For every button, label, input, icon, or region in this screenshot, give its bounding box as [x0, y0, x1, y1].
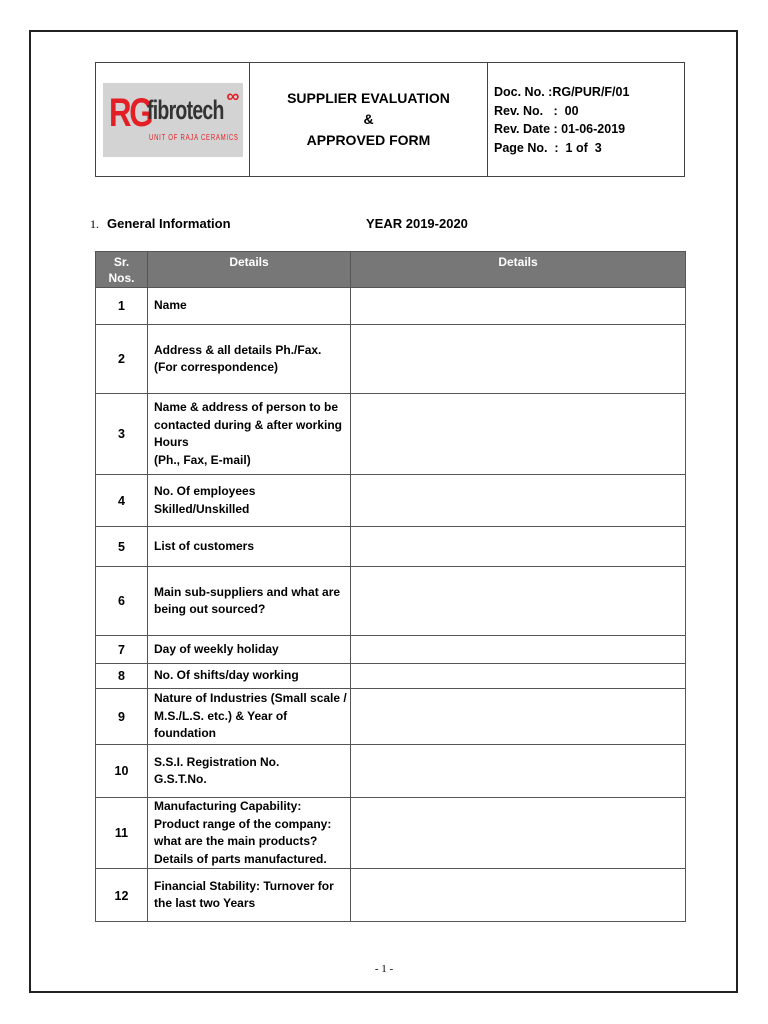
row-serial-number: 2: [96, 325, 148, 394]
detail-line: Nature of Industries (Small scale /: [154, 691, 347, 706]
detail-line: Skilled/Unskilled: [154, 501, 250, 516]
row-serial-number: 7: [96, 636, 148, 664]
table-row: [96, 325, 686, 394]
detail-line: S.S.I. Registration No.: [154, 754, 280, 769]
detail-line: Main sub-suppliers and what are: [154, 584, 341, 599]
rev-number: Rev. No. : 00: [494, 103, 579, 118]
row-detail-label: [148, 325, 351, 394]
logo-name-text: fibrotech: [146, 94, 224, 125]
detail-line: List of customers: [154, 538, 255, 553]
detail-line: Details of parts manufactured.: [154, 851, 327, 866]
row-value-field[interactable]: [351, 745, 686, 798]
header-sr-nos: Sr. Nos.: [96, 252, 148, 288]
row-value-field[interactable]: [351, 288, 686, 325]
row-detail-label: [148, 745, 351, 798]
header-details-2: Details: [351, 252, 686, 288]
table-row: [96, 869, 686, 922]
logo-rg-text: RG: [108, 90, 151, 135]
detail-line: Day of weekly holiday: [154, 641, 279, 656]
table-row: [96, 636, 686, 664]
row-value-field[interactable]: [351, 567, 686, 636]
row-serial-number: 9: [96, 689, 148, 745]
row-serial-number: 4: [96, 475, 148, 527]
rev-date: Rev. Date : 01-06-2019: [494, 122, 626, 136]
detail-line: No. Of employees: [154, 484, 256, 498]
row-serial-number: 8: [96, 664, 148, 689]
detail-line: M.S./L.S. etc.) & Year of: [154, 708, 288, 723]
page-number: Page No. : 1 of 3: [494, 140, 602, 155]
table-row: [96, 567, 686, 636]
infinity-icon: ∞: [226, 85, 240, 106]
detail-line: Name: [154, 298, 187, 313]
section-heading: [90, 216, 231, 232]
row-value-field[interactable]: [351, 869, 686, 922]
row-detail-label: [148, 475, 351, 527]
row-detail-label: [148, 288, 351, 325]
detail-line: contacted during & after working: [154, 417, 343, 432]
title-line-3: APPROVED FORM: [306, 132, 431, 148]
table-row: [96, 394, 686, 475]
page-footer: - 1 -: [374, 963, 394, 975]
doc-info: [488, 63, 684, 176]
detail-line: foundation: [154, 726, 216, 741]
detail-line: Financial Stability: Turnover for: [154, 878, 334, 893]
table-row: [96, 664, 686, 689]
doc-number: Doc. No. :RG/PUR/F/01: [494, 85, 630, 99]
detail-line: No. Of shifts/day working: [154, 668, 299, 683]
document-header: [95, 62, 685, 177]
table-row: [96, 745, 686, 798]
row-serial-number: 6: [96, 567, 148, 636]
row-serial-number: 12: [96, 869, 148, 922]
row-detail-label: [148, 798, 351, 869]
row-serial-number: 5: [96, 527, 148, 567]
table-row: [96, 527, 686, 567]
table-row: [96, 475, 686, 527]
row-detail-label: [148, 567, 351, 636]
logo-tagline: UNIT OF RAJA CERAMICS: [148, 132, 239, 142]
row-serial-number: 10: [96, 745, 148, 798]
row-detail-label: [148, 527, 351, 567]
detail-line: Name & address of person to be: [154, 400, 339, 414]
row-detail-label: [148, 664, 351, 689]
row-detail-label: [148, 394, 351, 475]
row-value-field[interactable]: [351, 325, 686, 394]
year-label: YEAR 2019-2020: [366, 216, 468, 231]
form-title: [250, 63, 488, 176]
row-value-field[interactable]: [351, 475, 686, 527]
detail-line: the last two Years: [154, 896, 256, 910]
row-value-field[interactable]: [351, 689, 686, 745]
row-value-field[interactable]: [351, 636, 686, 664]
row-value-field[interactable]: [351, 798, 686, 869]
detail-line: what are the main products?: [154, 834, 318, 848]
row-detail-label: [148, 636, 351, 664]
table-row: [96, 798, 686, 869]
header-details-1: Details: [148, 252, 351, 288]
detail-line: G.S.T.No.: [154, 772, 207, 786]
row-detail-label: [148, 869, 351, 922]
row-value-field[interactable]: [351, 394, 686, 475]
table-row: [96, 689, 686, 745]
detail-line: (Ph., Fax, E-mail): [154, 452, 251, 467]
detail-line: being out sourced?: [154, 602, 266, 616]
row-serial-number: 1: [96, 288, 148, 325]
detail-line: Address & all details Ph./Fax.: [154, 342, 322, 357]
company-logo: [103, 83, 243, 157]
row-serial-number: 3: [96, 394, 148, 475]
detail-line: Manufacturing Capability:: [154, 799, 302, 813]
row-value-field[interactable]: [351, 527, 686, 567]
logo-cell: [96, 63, 250, 176]
section-title: General Information: [107, 216, 231, 231]
row-value-field[interactable]: [351, 664, 686, 689]
section-number: 1.: [90, 217, 99, 231]
table-header-row: [96, 252, 686, 288]
title-line-2: &: [363, 111, 374, 127]
detail-line: Product range of the company:: [154, 816, 332, 831]
table-row: [96, 288, 686, 325]
general-info-table: [95, 251, 686, 922]
row-detail-label: [148, 689, 351, 745]
title-line-1: SUPPLIER EVALUATION: [287, 90, 450, 106]
row-serial-number: 11: [96, 798, 148, 869]
detail-line: (For correspondence): [154, 360, 279, 374]
detail-line: Hours: [154, 435, 189, 449]
